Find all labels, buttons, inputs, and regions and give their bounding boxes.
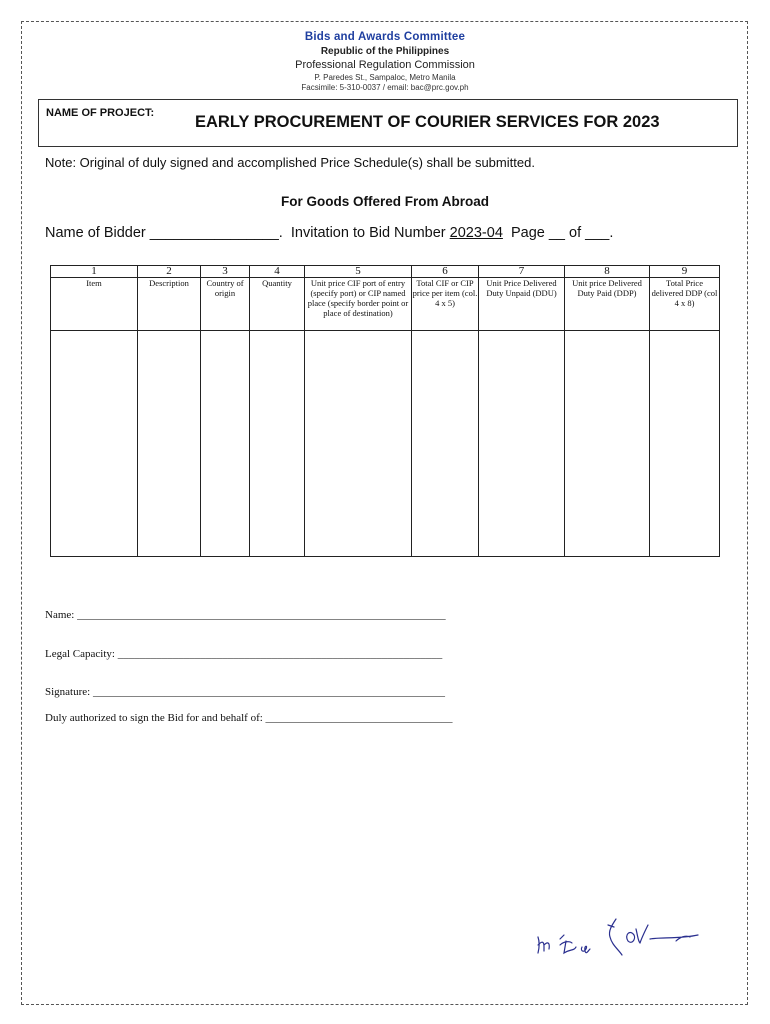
- col-header-total-ddp: Total Price delivered DDP (col 4 x 8): [650, 278, 720, 331]
- col-number: 1: [51, 266, 138, 278]
- column-header-row: [51, 278, 720, 331]
- handwritten-initials: [530, 915, 705, 965]
- table-cell[interactable]: [565, 331, 650, 557]
- col-number: 9: [650, 266, 720, 278]
- col-header-ddu: Unit Price Delivered Duty Unpaid (DDU): [479, 278, 565, 331]
- org-name: Bids and Awards Committee: [304, 31, 466, 43]
- bidder-name-label: Name of Bidder ________________.: [45, 225, 283, 241]
- bidder-line: [45, 225, 613, 241]
- project-box: [38, 99, 738, 147]
- authorized-field[interactable]: Duly authorized to sign the Bid for and behalf of: __________________________________: [45, 712, 453, 724]
- project-label: NAME OF PROJECT:: [46, 107, 155, 119]
- agency-address: P. Paredes St., Sampaloc, Metro Manila: [314, 73, 456, 82]
- table-cell[interactable]: [650, 331, 720, 557]
- table-body-row: [51, 331, 720, 557]
- name-field[interactable]: Name: ___________________________________________________________________: [45, 609, 446, 621]
- col-header-ddp: Unit price Delivered Duty Paid (DDP): [565, 278, 650, 331]
- bid-number: 2023-04: [449, 225, 503, 241]
- section-title: For Goods Offered From Abroad: [280, 194, 489, 209]
- submission-note: Note: Original of duly signed and accomplished Price Schedule(s) shall be submitted.: [45, 155, 535, 170]
- table-cell[interactable]: [51, 331, 138, 557]
- table-cell[interactable]: [412, 331, 479, 557]
- project-title: EARLY PROCUREMENT OF COURIER SERVICES FOR 2023: [195, 113, 660, 131]
- col-number: 6: [412, 266, 479, 278]
- table-cell[interactable]: [479, 331, 565, 557]
- price-schedule-table: [50, 265, 720, 557]
- col-header-total-cif: Total CIF or CIP price per item (col. 4 x 5): [412, 278, 479, 331]
- col-header-description: Description: [138, 278, 201, 331]
- page-label: Page __ of ___.: [510, 225, 614, 241]
- invitation-label: Invitation to Bid Number: [290, 225, 446, 241]
- col-number: 2: [138, 266, 201, 278]
- col-header-unit-price-cif: Unit price CIF port of entry (specify port) or CIP named place (specify border point or place of destination): [305, 278, 412, 331]
- agency-contact: Facsimile: 5-310-0037 / email: bac@prc.gov.ph: [301, 83, 469, 92]
- col-header-quantity: Quantity: [250, 278, 305, 331]
- table-cell[interactable]: [138, 331, 201, 557]
- signature-field[interactable]: Signature: ________________________________________________________________: [45, 686, 445, 698]
- col-number: 3: [201, 266, 250, 278]
- col-header-item: Item: [51, 278, 138, 331]
- col-number: 4: [250, 266, 305, 278]
- col-header-country: Country of origin: [201, 278, 250, 331]
- republic-line: Republic of the Philippines: [320, 46, 450, 57]
- col-number: 7: [479, 266, 565, 278]
- agency-name: Professional Regulation Commission: [295, 59, 475, 71]
- table-cell[interactable]: [250, 331, 305, 557]
- col-number: 8: [565, 266, 650, 278]
- legal-capacity-field[interactable]: Legal Capacity: ___________________________________________________________: [45, 648, 443, 660]
- table-cell[interactable]: [305, 331, 412, 557]
- col-number: 5: [305, 266, 412, 278]
- column-number-row: [51, 266, 720, 278]
- table-cell[interactable]: [201, 331, 250, 557]
